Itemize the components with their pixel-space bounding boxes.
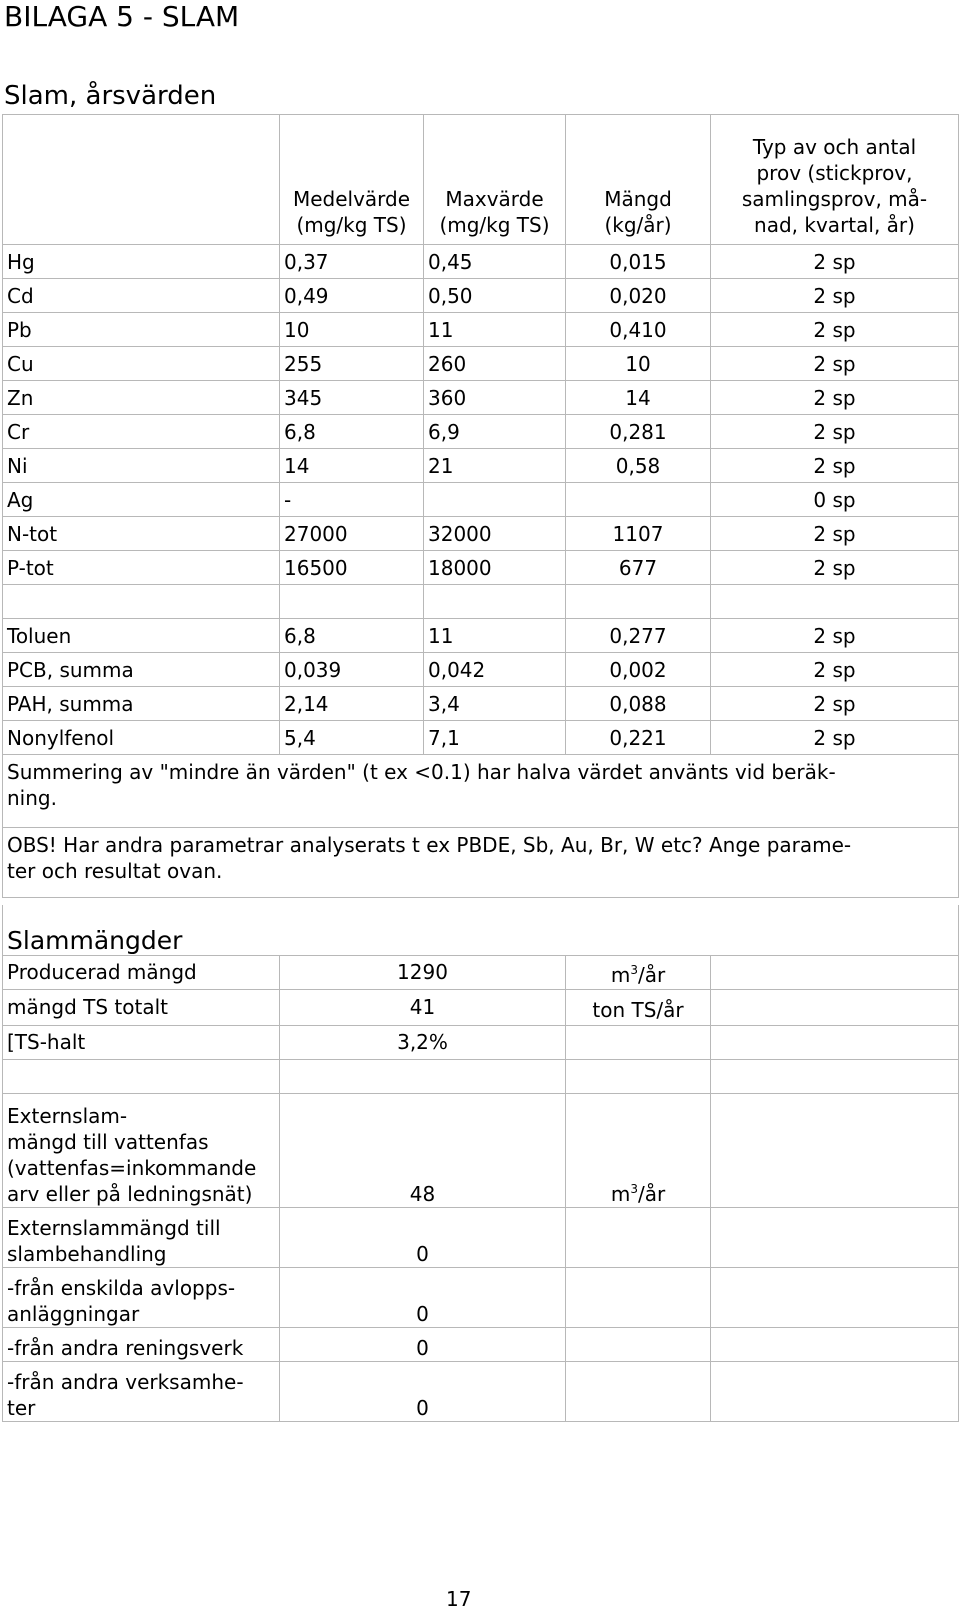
max-value-cell: 0,45 — [424, 245, 566, 279]
empty-cell — [711, 1327, 959, 1361]
sludge-label-cell — [3, 989, 280, 1025]
sludge-row — [3, 989, 959, 1025]
page-number: 17 — [446, 1587, 472, 1611]
sample-type-cell: 2 sp — [711, 245, 959, 279]
header-line: Typ av och antal — [752, 135, 917, 159]
parameter-cell: Nonylfenol — [3, 721, 280, 755]
sludge-label-line: Producerad mängd — [7, 960, 197, 984]
max-value-cell: 32000 — [424, 517, 566, 551]
table-row — [3, 551, 959, 585]
sludge-value-cell: 41 — [280, 989, 566, 1025]
header-empty-cell — [3, 115, 280, 245]
sludge-label-cell — [3, 1207, 280, 1267]
sludge-value-cell: 1290 — [280, 955, 566, 989]
mean-value-cell: 16500 — [280, 551, 424, 585]
amount-cell: 0,58 — [566, 449, 711, 483]
sample-type-cell: 0 sp — [711, 483, 959, 517]
amount-cell: 677 — [566, 551, 711, 585]
sludge-label-line: anläggningar — [7, 1301, 140, 1326]
amount-cell — [566, 483, 711, 517]
max-value-cell: 6,9 — [424, 415, 566, 449]
mean-value-cell: 0,49 — [280, 279, 424, 313]
max-value-cell: 360 — [424, 381, 566, 415]
sludge-label-line: arv eller på ledningsnät) — [7, 1181, 253, 1206]
sample-type-cell: 2 sp — [711, 449, 959, 483]
sludge-row — [3, 955, 959, 989]
sample-type-cell: 2 sp — [711, 551, 959, 585]
sludge-row — [3, 1267, 959, 1327]
table-row — [3, 721, 959, 755]
sludge-value-cell: 0 — [280, 1327, 566, 1361]
header-line: (mg/kg TS) — [439, 213, 550, 237]
sludge-value-cell: 0 — [280, 1267, 566, 1327]
parameter-cell: Cu — [3, 347, 280, 381]
max-value-cell: 18000 — [424, 551, 566, 585]
sample-type-cell: 2 sp — [711, 687, 959, 721]
amount-cell: 0,020 — [566, 279, 711, 313]
table-row — [3, 415, 959, 449]
parameter-cell: Zn — [3, 381, 280, 415]
sludge-label-line: mängd till vattenfas — [7, 1129, 209, 1154]
parameter-cell: PCB, summa — [3, 653, 280, 687]
empty-cell — [711, 1025, 959, 1059]
mean-value-cell: 0,37 — [280, 245, 424, 279]
amount-cell: 0,088 — [566, 687, 711, 721]
empty-cell — [711, 1267, 959, 1327]
parameter-cell: Ni — [3, 449, 280, 483]
header-line: prov (stickprov, — [756, 161, 913, 185]
table-row — [3, 347, 959, 381]
mean-value-cell: 6,8 — [280, 415, 424, 449]
header-sample-type — [711, 115, 959, 245]
table-row — [3, 449, 959, 483]
table-row — [3, 619, 959, 653]
max-value-cell: 260 — [424, 347, 566, 381]
sludge-label-line: Externslam- — [7, 1103, 128, 1128]
note-row — [3, 755, 959, 828]
sample-type-cell: 2 sp — [711, 653, 959, 687]
sludge-label-line: ter — [7, 1395, 36, 1420]
table-row — [3, 245, 959, 279]
table-row — [3, 653, 959, 687]
max-value-cell: 7,1 — [424, 721, 566, 755]
unit-cell — [566, 989, 711, 1025]
header-line: (mg/kg TS) — [296, 213, 407, 237]
amount-cell: 1107 — [566, 517, 711, 551]
amount-cell: 0,277 — [566, 619, 711, 653]
sludge-label-line: slambehandling — [7, 1241, 167, 1266]
sample-type-cell: 2 sp — [711, 381, 959, 415]
sludge-label-cell — [3, 1327, 280, 1361]
max-value-cell: 3,4 — [424, 687, 566, 721]
sample-type-cell: 2 sp — [711, 517, 959, 551]
unit-cell — [566, 1093, 711, 1207]
sludge-label-line: Externslammängd till — [7, 1215, 221, 1240]
note-other-parameters — [3, 828, 959, 898]
note-summation — [3, 755, 959, 828]
mean-value-cell: 14 — [280, 449, 424, 483]
unit-cell — [566, 955, 711, 989]
unit-rest: /år — [637, 1181, 666, 1206]
unit-cell — [566, 1327, 711, 1361]
unit-cell — [566, 1267, 711, 1327]
table-row — [3, 381, 959, 415]
sludge-title-cell — [3, 905, 959, 955]
sludge-label-line: -från enskilda avlopps- — [7, 1275, 236, 1300]
mean-value-cell: 27000 — [280, 517, 424, 551]
sludge-value-cell: 3,2% — [280, 1025, 566, 1059]
sludge-value-cell: 48 — [280, 1093, 566, 1207]
table-header-row — [3, 115, 959, 245]
parameter-cell: N-tot — [3, 517, 280, 551]
sludge-label-line: mängd TS totalt — [7, 995, 169, 1019]
table-row — [3, 687, 959, 721]
page-title: BILAGA 5 - SLAM — [4, 0, 240, 33]
spacer-row — [3, 585, 959, 619]
sludge-label-cell — [3, 955, 280, 989]
header-mean-value — [280, 115, 424, 245]
mean-value-cell: 0,039 — [280, 653, 424, 687]
unit-cell — [566, 1025, 711, 1059]
note-line: ning. — [7, 786, 57, 810]
annual-values-table — [2, 114, 959, 898]
empty-cell — [711, 1093, 959, 1207]
amount-cell: 0,002 — [566, 653, 711, 687]
amount-cell: 0,015 — [566, 245, 711, 279]
table-row — [3, 517, 959, 551]
amount-cell: 14 — [566, 381, 711, 415]
mean-value-cell: 2,14 — [280, 687, 424, 721]
section-title: Slam, årsvärden — [4, 81, 217, 111]
unit-cell — [566, 1207, 711, 1267]
sample-type-cell: 2 sp — [711, 721, 959, 755]
parameter-cell: Hg — [3, 245, 280, 279]
sludge-label-line: -från andra reningsverk — [7, 1335, 244, 1360]
amount-cell: 0,221 — [566, 721, 711, 755]
header-line: nad, kvartal, år) — [754, 213, 915, 237]
unit-cell — [566, 1361, 711, 1421]
sludge-label-line: [TS-halt — [7, 1030, 86, 1054]
sludge-value-cell: 0 — [280, 1361, 566, 1421]
amount-cell: 0,281 — [566, 415, 711, 449]
mean-value-cell: 10 — [280, 313, 424, 347]
header-line: Maxvärde — [445, 187, 544, 211]
header-max-value — [424, 115, 566, 245]
parameter-cell: Pb — [3, 313, 280, 347]
unit-base: ton TS/år — [592, 997, 684, 1022]
mean-value-cell: 6,8 — [280, 619, 424, 653]
header-line: (kg/år) — [604, 213, 672, 237]
sludge-row — [3, 1207, 959, 1267]
mean-value-cell: - — [280, 483, 424, 517]
sludge-row — [3, 1093, 959, 1207]
max-value-cell: 0,50 — [424, 279, 566, 313]
sample-type-cell: 2 sp — [711, 313, 959, 347]
max-value-cell: 0,042 — [424, 653, 566, 687]
sample-type-cell: 2 sp — [711, 347, 959, 381]
unit-superscript: 3 — [630, 962, 638, 977]
empty-cell — [711, 1207, 959, 1267]
max-value-cell: 21 — [424, 449, 566, 483]
empty-cell — [711, 989, 959, 1025]
sludge-value-cell: 0 — [280, 1207, 566, 1267]
max-value-cell — [424, 483, 566, 517]
unit-superscript: 3 — [630, 1181, 638, 1196]
table-row — [3, 313, 959, 347]
header-line: Mängd — [604, 187, 672, 211]
note-line: OBS! Har andra parametrar analyserats t ex PBDE, Sb, Au, Br, W etc? Ange parame- — [7, 833, 852, 857]
sludge-label-cell — [3, 1093, 280, 1207]
spacer-row — [3, 1059, 959, 1093]
sample-type-cell: 2 sp — [711, 619, 959, 653]
sludge-label-cell — [3, 1267, 280, 1327]
header-line: Medelvärde — [292, 187, 411, 211]
parameter-cell: Cr — [3, 415, 280, 449]
max-value-cell: 11 — [424, 313, 566, 347]
note-line: Summering av "mindre än värden" (t ex <0.1) har halva värdet använts vid beräk- — [7, 760, 836, 784]
sludge-row — [3, 1361, 959, 1421]
parameter-cell: P-tot — [3, 551, 280, 585]
parameter-cell: Toluen — [3, 619, 280, 653]
sludge-label-line: -från andra verksamhe- — [7, 1369, 244, 1394]
empty-cell — [711, 1361, 959, 1421]
unit-base: m — [610, 962, 631, 987]
max-value-cell: 11 — [424, 619, 566, 653]
sludge-label-cell — [3, 1361, 280, 1421]
sludge-label-cell — [3, 1025, 280, 1059]
mean-value-cell: 345 — [280, 381, 424, 415]
sludge-row — [3, 1025, 959, 1059]
table-row — [3, 279, 959, 313]
mean-value-cell: 5,4 — [280, 721, 424, 755]
sludge-amounts-table — [2, 905, 959, 1422]
parameter-cell: PAH, summa — [3, 687, 280, 721]
amount-cell: 10 — [566, 347, 711, 381]
note-row — [3, 828, 959, 898]
sludge-label-line: (vattenfas=inkommande — [7, 1155, 257, 1180]
parameter-cell: Cd — [3, 279, 280, 313]
header-amount — [566, 115, 711, 245]
mean-value-cell: 255 — [280, 347, 424, 381]
sludge-title-row — [3, 905, 959, 955]
unit-rest: /år — [637, 962, 666, 987]
unit-base: m — [610, 1181, 631, 1206]
amount-cell: 0,410 — [566, 313, 711, 347]
sample-type-cell: 2 sp — [711, 279, 959, 313]
parameter-cell: Ag — [3, 483, 280, 517]
sludge-row — [3, 1327, 959, 1361]
note-line: ter och resultat ovan. — [7, 859, 223, 883]
empty-cell — [711, 955, 959, 989]
sludge-title: Slammängder — [7, 925, 183, 955]
header-line: samlingsprov, må- — [741, 187, 928, 211]
sample-type-cell: 2 sp — [711, 415, 959, 449]
table-row — [3, 483, 959, 517]
